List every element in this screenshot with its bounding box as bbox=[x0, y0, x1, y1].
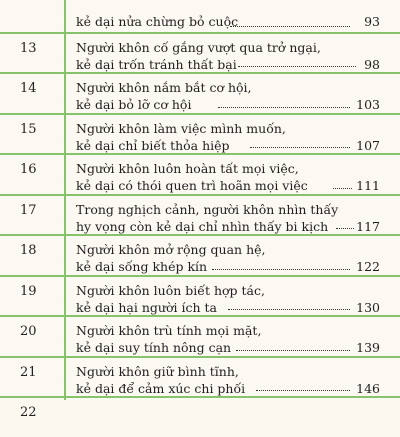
toc-entry-number: 19 bbox=[20, 283, 37, 299]
dot-leader bbox=[256, 389, 350, 391]
toc-entry-page: 98 bbox=[364, 56, 380, 72]
toc-entry-number: 22 bbox=[20, 405, 37, 420]
toc-entry-number: 20 bbox=[20, 324, 37, 339]
toc-entry-subtitle: hy vọng còn kẻ dại chỉ nhìn thấy bi kịch bbox=[76, 218, 329, 234]
toc-entry-subtitle: kẻ dại chỉ biết thỏa hiệp bbox=[76, 137, 230, 153]
toc-entry bbox=[0, 194, 400, 235]
toc-entry bbox=[0, 72, 400, 113]
toc-entry-number: 13 bbox=[20, 40, 37, 56]
toc-entry bbox=[0, 0, 400, 32]
toc-entry-title: Trong nghịch cảnh, người khôn nhìn thấy bbox=[76, 201, 339, 217]
toc-entry-number: 14 bbox=[20, 81, 37, 96]
toc-entry-title: Người khôn cố gắng vượt qua trở ngại, bbox=[76, 39, 321, 55]
dot-leader bbox=[250, 146, 350, 148]
dot-leader bbox=[238, 65, 356, 67]
toc-entry bbox=[0, 356, 400, 397]
toc-entry-subtitle: kẻ dại bỏ lỡ cơ hội bbox=[76, 97, 192, 112]
toc-entry bbox=[0, 113, 400, 154]
toc-entry bbox=[0, 32, 400, 73]
toc-entry-page: 93 bbox=[364, 14, 380, 29]
toc-entry-subtitle: kẻ dại hại người ích ta bbox=[76, 299, 217, 315]
toc-entry-subtitle: kẻ dại sống khép kín bbox=[76, 259, 208, 274]
toc-entry-page: 122 bbox=[356, 259, 380, 274]
toc-entry-page: 103 bbox=[356, 97, 380, 112]
toc-entry-number: 17 bbox=[20, 202, 37, 218]
toc-entry-title: Người khôn luôn biết hợp tác, bbox=[76, 282, 265, 298]
toc-entry-page: 139 bbox=[356, 340, 380, 355]
toc-entry-page: 111 bbox=[356, 178, 380, 193]
toc-entry-number: 16 bbox=[20, 162, 37, 177]
toc-entry bbox=[0, 275, 400, 316]
toc-entry-title: Người khôn nắm bắt cơ hội, bbox=[76, 80, 252, 95]
toc-entry-title: Người khôn giữ bình tĩnh, bbox=[76, 363, 239, 379]
dot-leader bbox=[236, 349, 350, 351]
toc-entry-page: 146 bbox=[356, 380, 380, 396]
toc-entry bbox=[0, 234, 400, 275]
toc-entry-number: 21 bbox=[20, 364, 37, 380]
toc-entry-number: 15 bbox=[20, 121, 37, 137]
dot-leader bbox=[333, 187, 352, 189]
toc-entry-title: Người khôn làm việc mình muốn, bbox=[76, 120, 286, 136]
toc-entry bbox=[0, 315, 400, 356]
toc-entry-number: 18 bbox=[20, 243, 37, 258]
toc-entry-title: Người khôn trù tính mọi mặt, bbox=[76, 323, 262, 338]
toc-entry-page: 130 bbox=[356, 299, 380, 315]
dot-leader bbox=[228, 308, 350, 310]
toc-entry bbox=[0, 396, 400, 437]
toc-entry-title: Người khôn mở rộng quan hệ, bbox=[76, 242, 266, 257]
toc-entry-page: 107 bbox=[356, 137, 380, 153]
dot-leader bbox=[230, 25, 350, 27]
dot-leader bbox=[336, 227, 354, 229]
toc-entry-subtitle: kẻ dại trốn tránh thất bại bbox=[76, 56, 237, 72]
toc-entry-page: 117 bbox=[356, 218, 380, 234]
toc-entry-title: kẻ dại nửa chừng bỏ cuộc bbox=[76, 14, 239, 29]
toc-entry bbox=[0, 153, 400, 194]
toc-entry-title: Người khôn luôn hoàn tất mọi việc, bbox=[76, 161, 299, 176]
toc-entry-subtitle: kẻ dại có thói quen trì hoãn mọi việc bbox=[76, 178, 308, 193]
toc-entry-subtitle: kẻ dại suy tính nông cạn bbox=[76, 340, 232, 355]
dot-leader bbox=[218, 106, 350, 108]
dot-leader bbox=[212, 268, 350, 270]
toc-entry-subtitle: kẻ dại để cảm xúc chi phối bbox=[76, 380, 246, 396]
